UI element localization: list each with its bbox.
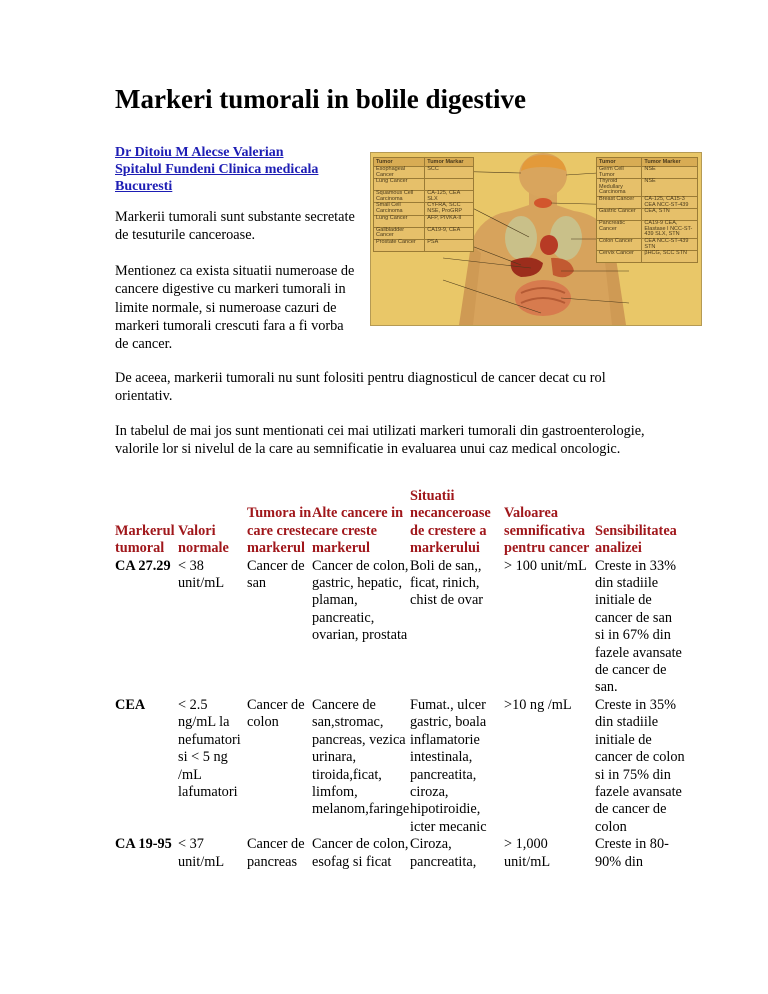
- left-tumor: Esophageal Cancer: [374, 167, 425, 179]
- cell-other: Cancer de colon, gastric, hepatic, plaman, pancreatic, ovarian, prostata: [312, 557, 409, 644]
- cell-normal: < 2.5 ng/mL la nefumatori si < 5 ng /mL lafumatori: [178, 696, 241, 800]
- header-normal-values: Valori normale: [178, 522, 229, 557]
- intro-paragraph-3: De aceea, markerii tumorali nu sunt folositi pentru diagnosticul de cancer decat cu rol orientativ.: [115, 370, 606, 405]
- right-tumor: Breast Cancer: [597, 196, 642, 208]
- cell-threshold: > 1,000 unit/mL: [504, 836, 551, 870]
- tumor-marker-illustration: [370, 152, 702, 326]
- left-marker: AFP, PIVKA-II: [425, 215, 474, 227]
- right-tumor: Germ Cell Tumor: [597, 167, 642, 179]
- right-tumor: Gastric Cancer: [597, 209, 642, 221]
- cell-benign: Ciroza, pancreatita,: [410, 836, 477, 870]
- cell-benign: Boli de san,, ficat, rinich, chist de ovar: [410, 557, 484, 609]
- cell-sensitivity: Creste in 33% din stadiile initiale de cancer de san si in 67% din fazele avansate de cancer de san.: [595, 557, 682, 696]
- right-tumor: Thyroid Medullary Carcinoma: [597, 179, 642, 197]
- cell-threshold: > 100 unit/mL: [504, 557, 587, 574]
- illustration-left-table: [373, 157, 474, 252]
- page-title: Markeri tumorali in bolile digestive: [115, 84, 526, 114]
- table-header-row: [115, 488, 685, 558]
- table-row: [115, 836, 685, 871]
- left-header-tumor: Tumor: [374, 158, 425, 167]
- cell-sensitivity: Creste in 35% din stadiile initiale de cancer de colon si in 75% din fazele avansate de cancer de colon: [595, 696, 685, 835]
- cell-sensitivity: Creste in 80-90% din: [595, 836, 669, 870]
- cell-tumor: Cancer de pancreas: [247, 836, 305, 870]
- author-line-3[interactable]: Bucuresti: [115, 179, 173, 194]
- header-tumor: Tumora in care creste markerul: [247, 505, 312, 557]
- cell-other: Cancer de colon, esofag si ficat: [312, 836, 409, 870]
- cell-benign: Fumat., ulcer gastric, boala inflamatorie intestinala, pancreatita, ciroza, hipotiroidie, icter mecanic: [410, 696, 487, 835]
- author-line-2[interactable]: Spitalul Fundeni Clinica medicala: [115, 162, 319, 177]
- right-header-tumor: Tumor: [597, 158, 642, 167]
- tumor-markers-table: [115, 488, 685, 871]
- left-header-marker: Tumor Markar: [425, 158, 474, 167]
- header-threshold: Valoarea semnificativa pentru cancer: [504, 505, 590, 557]
- right-marker: CEA NCC-ST-439 STN: [642, 238, 698, 250]
- header-sensitivity: Sensibilitatea analizei: [595, 522, 677, 557]
- left-marker: SCC: [425, 167, 474, 179]
- left-marker: CYFRA, SCC NSE, ProGRP: [425, 203, 474, 215]
- header-other-cancers: Alte cancere in care creste markerul: [312, 505, 404, 557]
- cell-other: Cancere de san,stromac, pancreas, vezica urinara, tiroida,ficat, limfom, melanom,faringe: [312, 696, 410, 818]
- right-marker: CEA, STN: [642, 209, 698, 221]
- right-tumor: Cervix Cancer: [597, 251, 642, 263]
- cell-marker: CA 19-95: [115, 836, 172, 853]
- author-link[interactable]: [115, 144, 318, 195]
- cell-normal: < 38 unit/mL: [178, 557, 225, 592]
- right-tumor: Colon Cancer: [597, 238, 642, 250]
- right-tumor: Pancreatic Cancer: [597, 221, 642, 239]
- cell-normal: < 37 unit/mL: [178, 836, 225, 870]
- illustration-right-table: [596, 157, 698, 263]
- table-row: [115, 697, 685, 836]
- left-tumor: Lung Cancer: [374, 179, 425, 191]
- cell-threshold: >10 ng /mL: [504, 696, 572, 713]
- cell-tumor: Cancer de san: [247, 557, 305, 592]
- intro-paragraph-1: Markerii tumorali sunt substante secretate de tesuturile canceroase.: [115, 209, 355, 244]
- right-marker: NSE: [642, 179, 698, 197]
- left-tumor: Small Cell Carcinoma: [374, 203, 425, 215]
- header-benign-situations: Situatii necanceroase de crestere a markerului: [410, 488, 491, 557]
- left-tumor: Gallbladder Cancer: [374, 227, 425, 239]
- cell-marker: CA 27.29: [115, 557, 171, 574]
- left-marker: [425, 179, 474, 191]
- right-marker: CA19-9 CEA, Elastase I NCC-ST-439 SLX, STN: [642, 221, 698, 239]
- right-marker: NSE: [642, 167, 698, 179]
- right-marker: CA-125, CA15-3 CEA NCC-ST-439: [642, 196, 698, 208]
- cell-tumor: Cancer de colon: [247, 696, 305, 731]
- right-marker: βHCG, SCC STN: [642, 251, 698, 263]
- left-marker: CA19-9, CEA: [425, 227, 474, 239]
- header-marker: Markerul tumoral: [115, 522, 175, 557]
- left-marker: CA-125, CEA SLX: [425, 191, 474, 203]
- left-tumor: Lung Cancer: [374, 215, 425, 227]
- left-tumor: Squamous Cell Carcinoma: [374, 191, 425, 203]
- left-marker: PSA: [425, 239, 474, 251]
- table-row: [115, 558, 685, 697]
- intro-paragraph-4: In tabelul de mai jos sunt mentionati cei mai utilizati markeri tumorali din gastroenterologie, valorile lor si nivelul de la care au semnificatie in evaluarea unui caz medical oncologic.: [115, 423, 645, 458]
- intro-paragraph-2: Mentionez ca exista situatii numeroase de cancere digestive cu markeri tumorali in limite normale, si numeroase cazuri de markeri tumorali crescuti fara a fi vorba de cancer.: [115, 263, 355, 353]
- left-tumor: Prostate Cancer: [374, 239, 425, 251]
- author-line-1[interactable]: Dr Ditoiu M Alecse Valerian: [115, 145, 284, 160]
- cell-marker: CEA: [115, 696, 146, 713]
- right-header-marker: Tumor Marker: [642, 158, 698, 167]
